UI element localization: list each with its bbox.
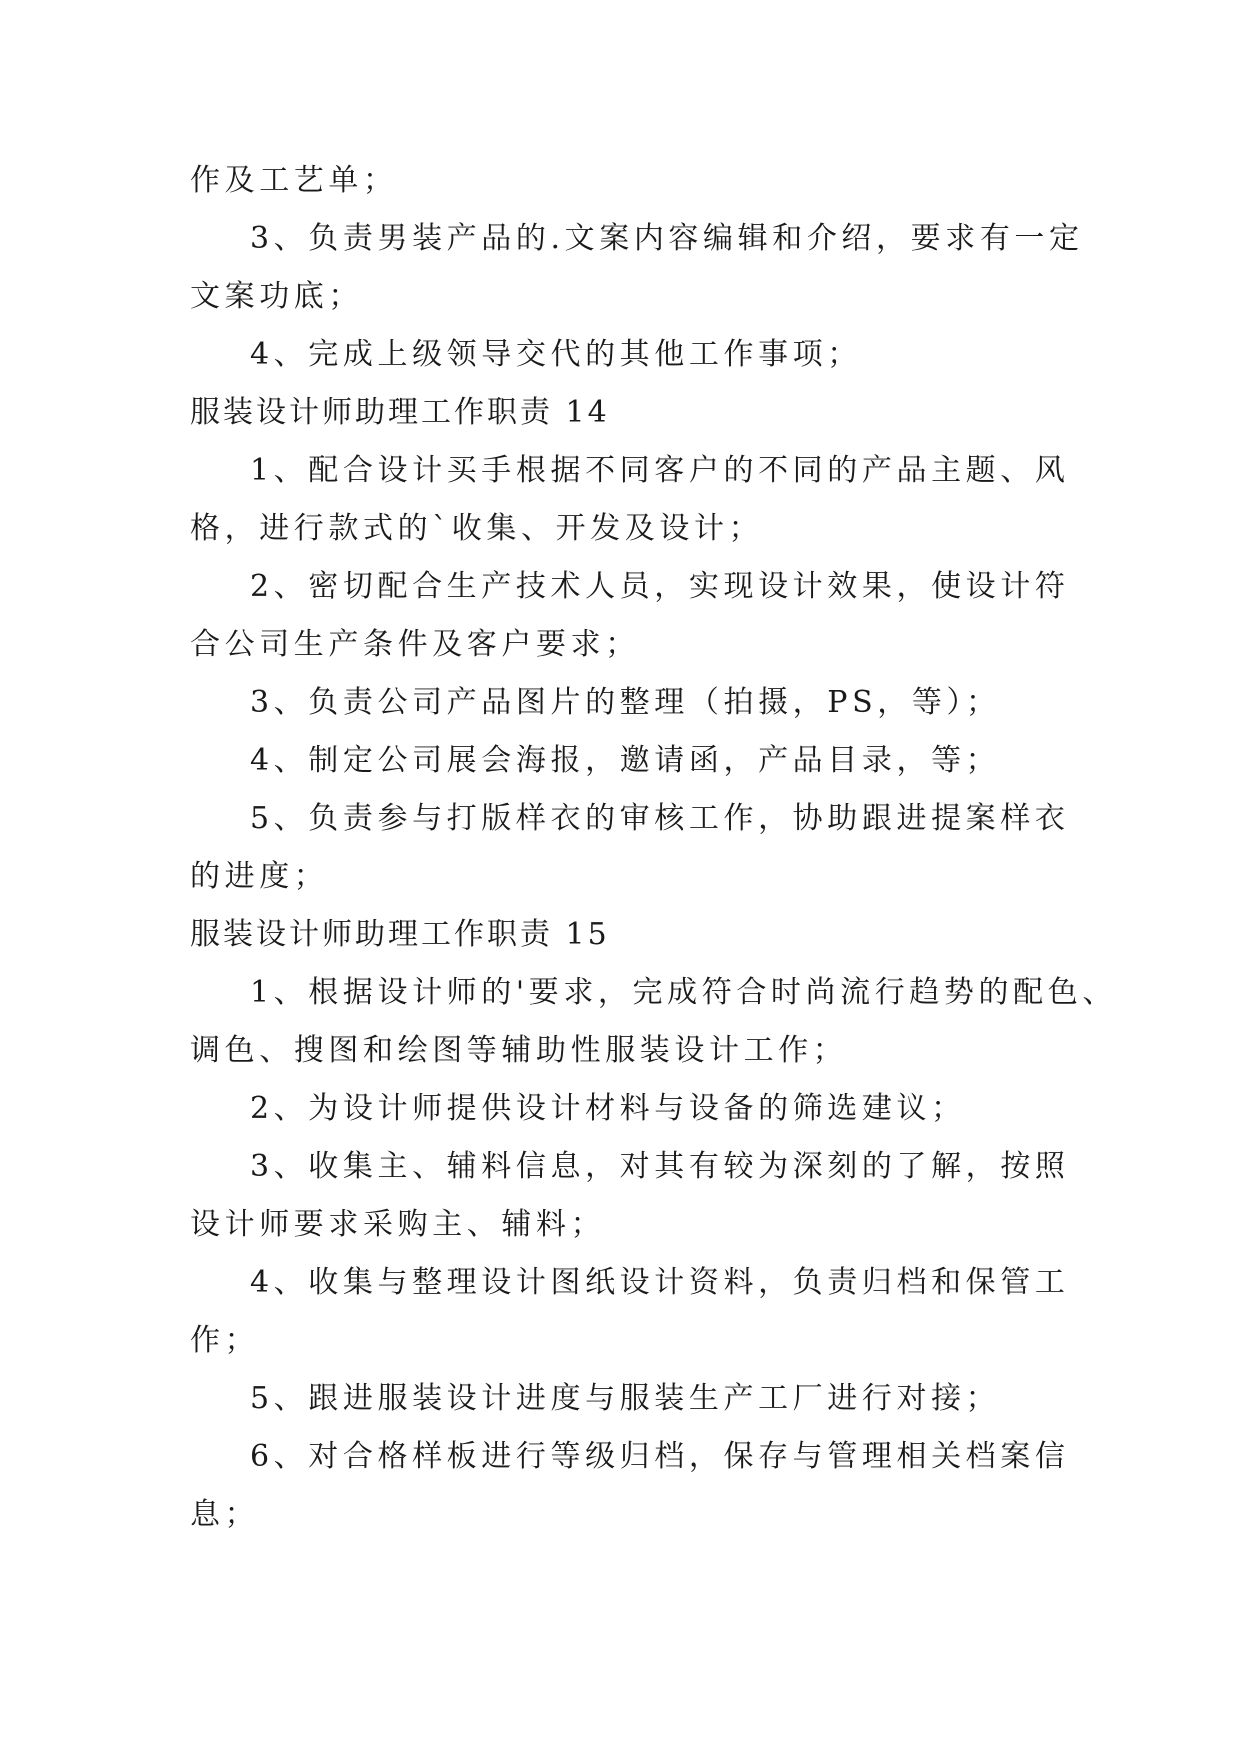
paragraph-line: 设计师要求采购主、辅料； xyxy=(190,1207,606,1242)
paragraph-line: 息； xyxy=(190,1497,260,1532)
paragraph-line: 作； xyxy=(190,1323,260,1358)
list-item: 4、制定公司展会海报，邀请函，产品目录，等； xyxy=(250,743,1001,778)
list-item: 1、配合设计买手根据不同客户的不同的产品主题、风 xyxy=(250,453,1070,488)
paragraph-line: 合公司生产条件及客户要求； xyxy=(190,627,640,662)
paragraph-line: 作及工艺单； xyxy=(190,163,398,198)
list-item: 5、负责参与打版样衣的审核工作，协助跟进提案样衣 xyxy=(250,801,1070,836)
section-heading: 服装设计师助理工作职责 15 xyxy=(190,917,610,952)
list-item: 2、为设计师提供设计材料与设备的筛选建议； xyxy=(250,1091,966,1126)
list-item: 6、对合格样板进行等级归档，保存与管理相关档案信 xyxy=(250,1439,1070,1474)
section-heading: 服装设计师助理工作职责 14 xyxy=(190,395,610,430)
list-item: 4、完成上级领导交代的其他工作事项； xyxy=(250,337,862,372)
document-body xyxy=(190,152,1117,1544)
list-item: 2、密切配合生产技术人员，实现设计效果，使设计符 xyxy=(250,569,1070,604)
list-item: 3、负责男装产品的.文案内容编辑和介绍，要求有一定 xyxy=(250,221,1084,256)
list-item: 1、根据设计师的'要求，完成符合时尚流行趋势的配色、 xyxy=(250,975,1117,1010)
paragraph-line: 格，进行款式的`收集、开发及设计； xyxy=(190,511,764,546)
paragraph-line: 的进度； xyxy=(190,859,329,894)
list-item: 4、收集与整理设计图纸设计资料，负责归档和保管工 xyxy=(250,1265,1070,1300)
list-item: 3、负责公司产品图片的整理（拍摄，PS，等）； xyxy=(250,685,1001,720)
paragraph-line: 调色、搜图和绘图等辅助性服装设计工作； xyxy=(190,1033,848,1068)
list-item: 3、收集主、辅料信息，对其有较为深刻的了解，按照 xyxy=(250,1149,1070,1184)
list-item: 5、跟进服装设计进度与服装生产工厂进行对接； xyxy=(250,1381,1001,1416)
paragraph-line: 文案功底； xyxy=(190,279,363,314)
